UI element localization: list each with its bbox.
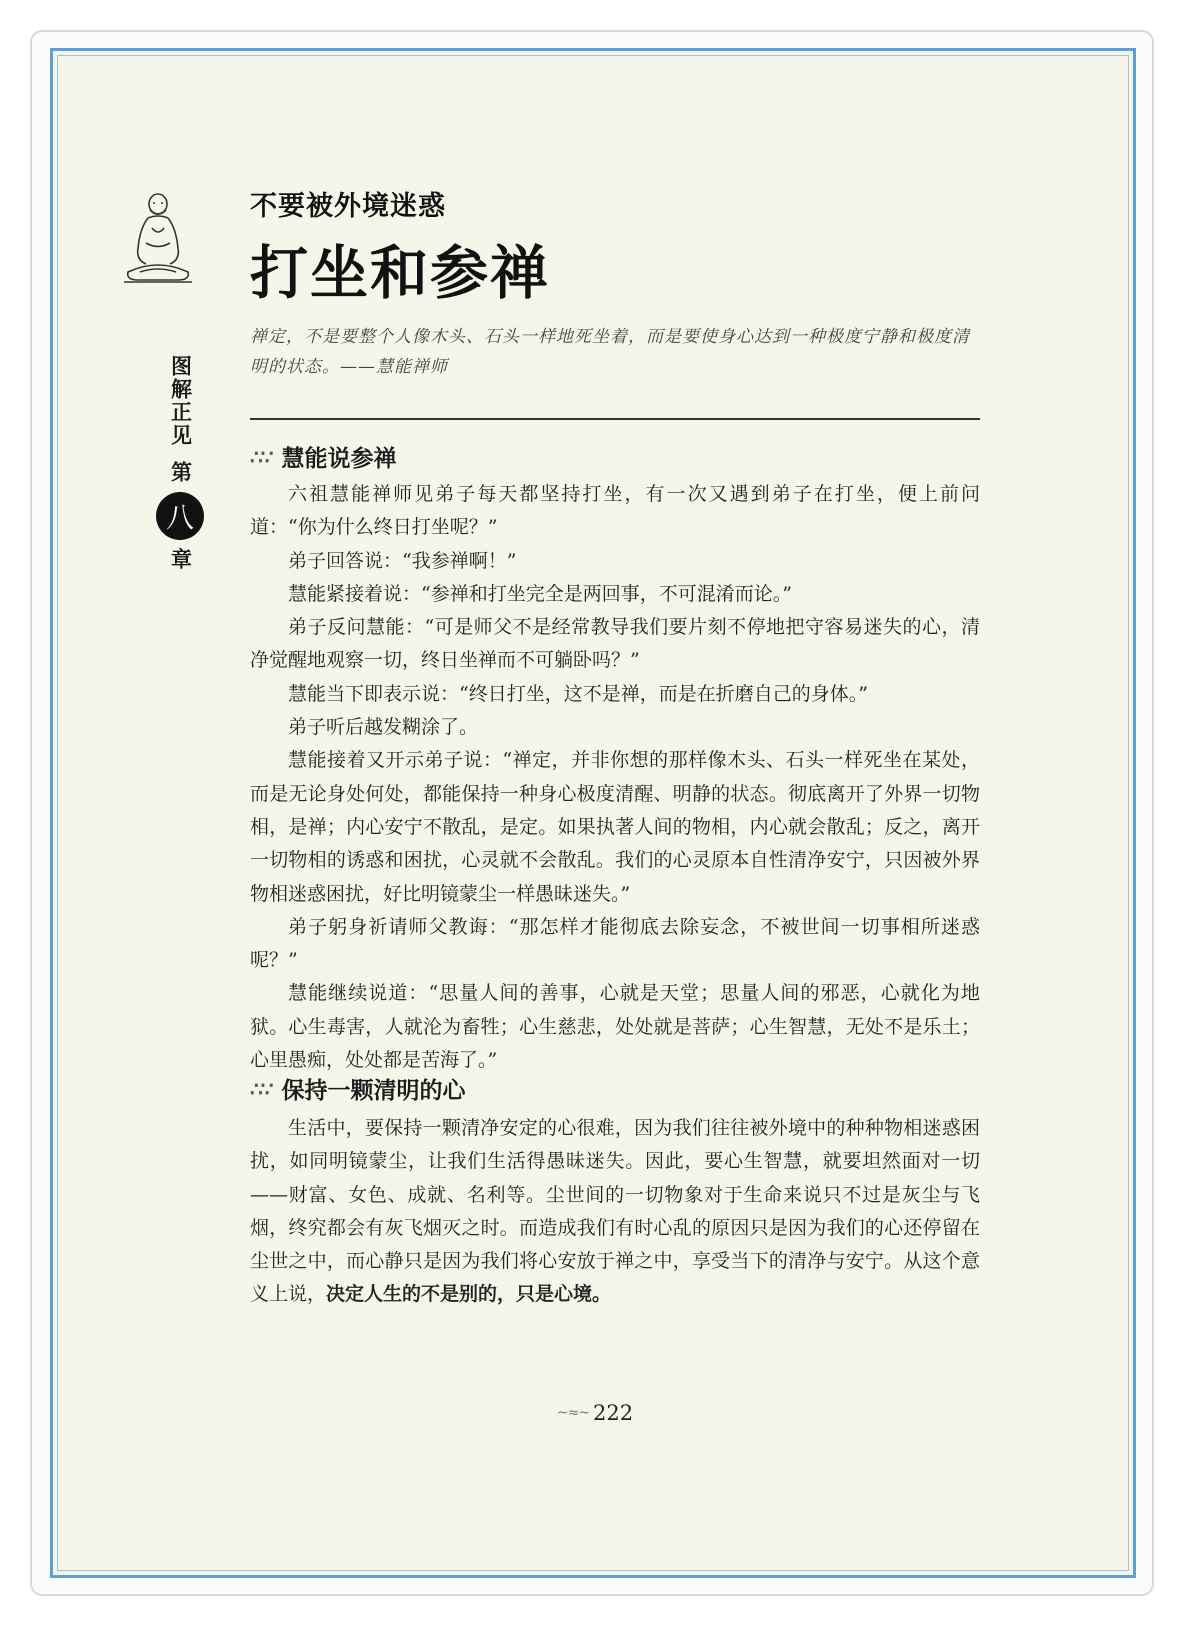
section-2-body — [250, 1112, 980, 1312]
swirl-ornament-icon: ~≈~ — [556, 1405, 590, 1421]
page-number: 222 — [593, 1401, 634, 1425]
cloud-ornament-icon: ∴∵ — [250, 1076, 272, 1101]
book-title-vertical: 图解正见 — [168, 355, 193, 447]
paragraph — [250, 1112, 980, 1312]
page-subtitle: 不要被外境迷惑 — [250, 191, 446, 222]
emphasis-text: 决定人生的不是别的，只是心境。 — [326, 1283, 612, 1306]
section-heading-2 — [250, 1072, 980, 1105]
section-heading-text: 保持一颗清明的心 — [281, 1077, 466, 1104]
epigraph-quote: 禅定，不是要整个人像木头、石头一样地死坐着，而是要使身心达到一种极度宁静和极度清明的状态。——慧能禅师 — [250, 327, 970, 377]
chapter-number: 八 — [165, 501, 194, 534]
paragraph: 慧能当下即表示说：“终日打坐，这不是禅，而是在折磨自己的身体。” — [288, 682, 868, 705]
page-title: 打坐和参禅 — [250, 239, 551, 307]
cloud-ornament-icon: ∴∵ — [250, 444, 272, 469]
paragraph: 慧能继续说道：“思量人间的善事，心就是天堂；思量人间的邪恶，心就化为地狱。心生毒害，人就沦为畜牲；心生慈悲，处处就是菩萨；心生智慧，无处不是乐土；心里愚痴，处处都是苦海了。” — [250, 982, 980, 1072]
paragraph: 弟子回答说：“我参禅啊！” — [288, 549, 517, 572]
section-heading-text: 慧能说参禅 — [281, 445, 397, 472]
paragraph-text: 生活中，要保持一颗清净安定的心很难，因为我们往往被外境中的种种物相迷惑困扰，如同明镜蒙尘，让我们生活得愚昧迷失。因此，要心生智慧，就要坦然面对一切——财富、女色、成就、名利等。尘世间的一切物象对于生命来说只不过是灰尘与飞烟，终究都会有灰飞烟灭之时。而造成我们有时心乱的原因只是因为我们的心还停留在尘世之中，而心静只是因为我们将心安放于禅之中，享受当下的清净与安宁。从这个意义上说， — [250, 1117, 980, 1306]
paragraph: 慧能接着又开示弟子说：“禅定，并非你想的那样像木头、石头一样死坐在某处，而是无论身处何处，都能保持一种身心极度清醒、明静的状态。彻底离开了外界一切物相，是禅；内心安宁不散乱，是定。如果执著人间的物相，内心就会散乱；反之，离开一切物相的诱惑和困扰，心灵就不会散乱。我们的心灵原本自性清净安宁，只因被外界物相迷惑困扰，好比明镜蒙尘一样愚昧迷失。” — [250, 749, 980, 905]
divider-line — [250, 418, 980, 420]
chapter-prefix: 第 — [168, 461, 193, 484]
paragraph: 弟子躬身祈请师父教诲：“那怎样才能彻底去除妄念，不被世间一切事相所迷惑呢？” — [250, 915, 980, 972]
chapter-number-circle — [156, 492, 204, 540]
chapter-suffix: 章 — [168, 548, 193, 571]
page-number-footer — [540, 1400, 650, 1426]
paragraph: 弟子听后越发糊涂了。 — [288, 716, 479, 739]
paragraph: 六祖慧能禅师见弟子每天都坚持打坐，有一次又遇到弟子在打坐，便上前问道：“你为什么终日打坐呢？” — [250, 483, 980, 539]
chapter-side-label — [152, 355, 208, 571]
monk-illustration — [118, 188, 198, 288]
paragraph: 慧能紧接着说：“参禅和打坐完全是两回事，不可混淆而论。” — [288, 582, 792, 605]
section-heading-1 — [250, 440, 980, 473]
paragraph: 弟子反问慧能：“可是师父不是经常教导我们要片刻不停地把守容易迷失的心，清净觉醒地观察一切，终日坐禅而不可躺卧吗？” — [250, 616, 980, 672]
section-1-body — [250, 478, 980, 1077]
